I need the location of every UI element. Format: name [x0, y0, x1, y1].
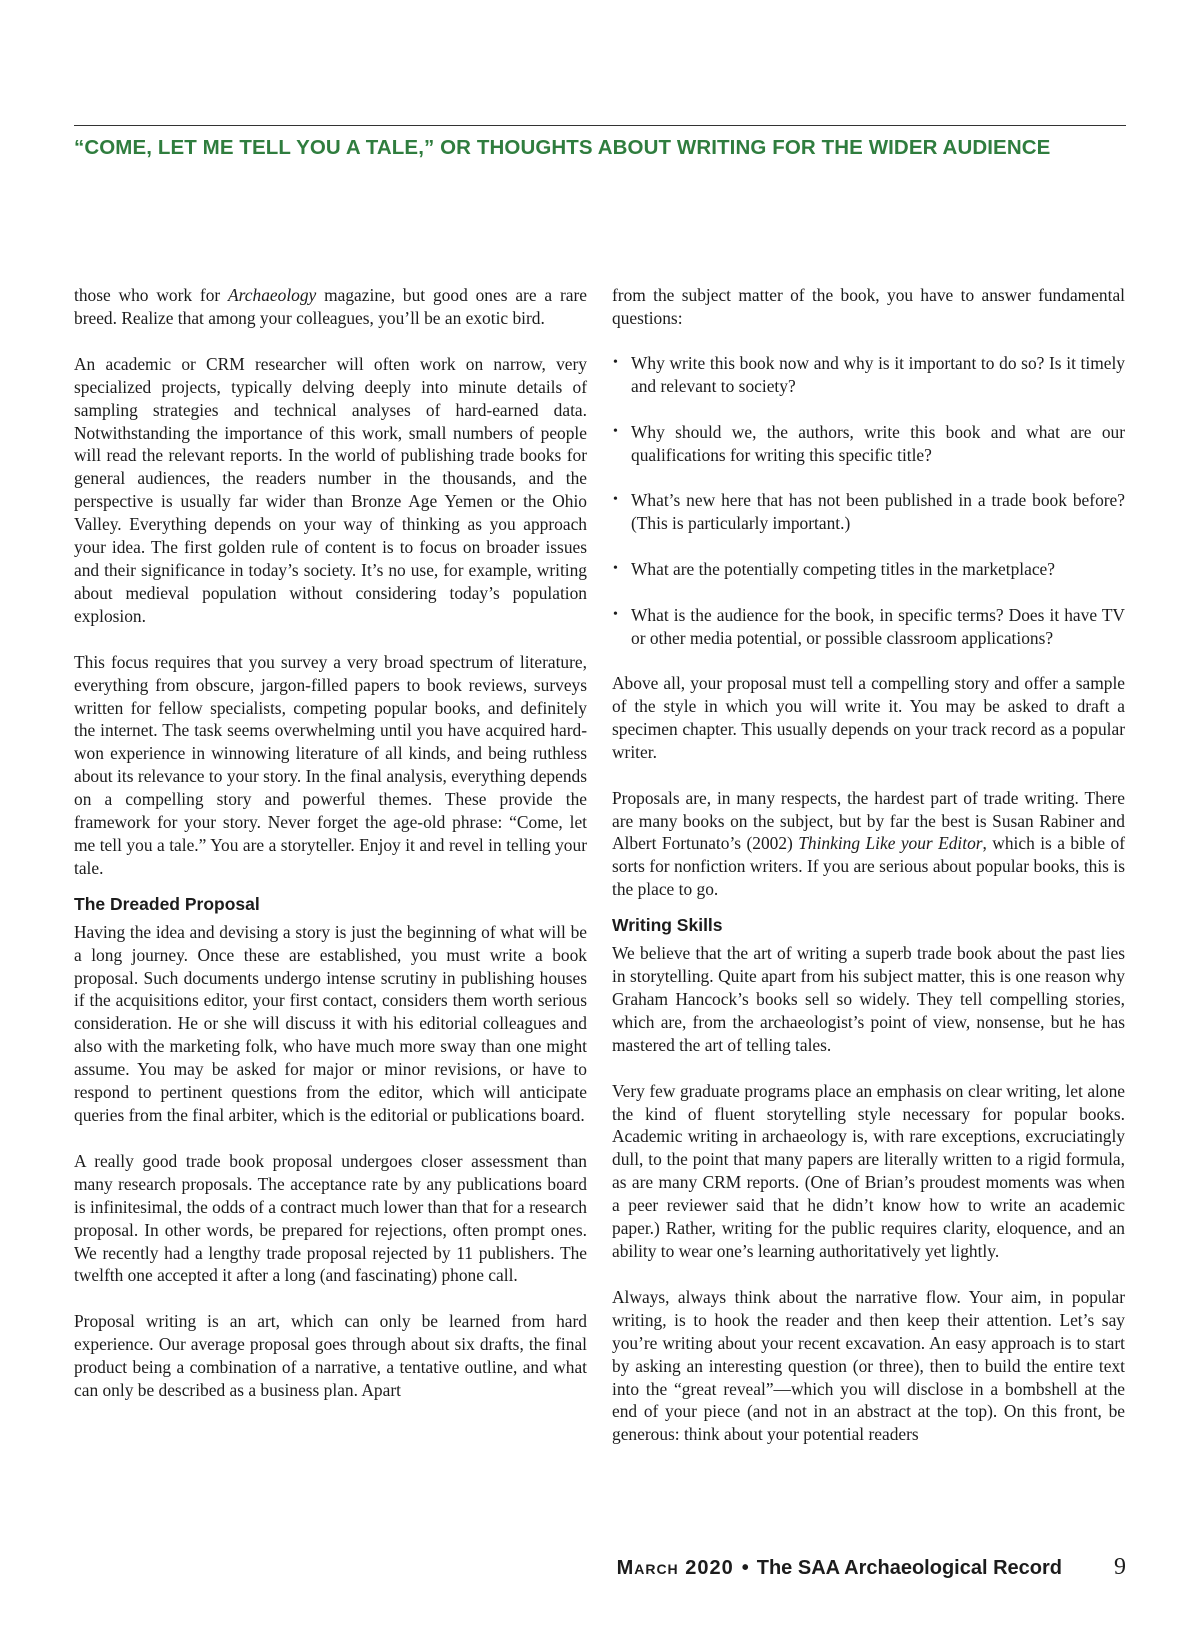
- list-item: • What are the potentially competing titles in the marketplace?: [613, 559, 1055, 580]
- paragraph: This focus requires that you survey a very broad spectrum of literature, everything from obscure, jargon-filled papers to book reviews, surveys written for fellow specialists, competing popular books, and definitely the internet. The task seems overwhelming until you have acquired hard-won experience in winnowing literature of all kinds, and being ruthless about its relevance to your story. In the final analysis, everything depends on a compelling story and powerful themes. These provide the framework for your story. Never forget the age-old phrase: “Come, let me tell you a tale.” You are a storyteller. Enjoy it and revel in telling your tale.: [74, 651, 587, 878]
- journal-name: The SAA Archaeological Record: [756, 1557, 1062, 1579]
- running-title: “COME, LET ME TELL YOU A TALE,” OR THOUGHTS ABOUT WRITING FOR THE WIDER AUDIENCE: [74, 136, 1051, 159]
- list-item: • What is the audience for the book, in specific terms? Does it have TV or other media potential, or possible classroom applications?: [613, 605, 1125, 649]
- paragraph: A really good trade book proposal undergoes closer assessment than many research proposals. The acceptance rate by any publications board is infinitesimal, the odds of a contract much lower than that for a research proposal. In other words, be prepared for rejections, often prompt ones. We recently had a lengthy trade proposal rejected by 11 publishers. The twelfth one accepted it after a long (and fascinating) phone call.: [74, 1150, 587, 1286]
- paragraph: We believe that the art of writing a superb trade book about the past lies in storytelling. Quite apart from his subject matter, this is one reason why Graham Hancock’s books sell so widely. They tell compelling stories, which are, from the archaeologist’s point of view, nonsense, but he has mastered the art of telling tales.: [612, 943, 1125, 1055]
- bullet-icon: •: [613, 354, 618, 370]
- paragraph: Proposal writing is an art, which can only be learned from hard experience. Our average proposal goes through about six drafts, the final product being a combination of a narrative, a tentative outline, and what can only be described as a business plan. Apart: [74, 1311, 587, 1401]
- paragraph: Proposals are, in many respects, the hardest part of trade writing. There are many books on the subject, but by far the best is Susan Rabiner and Albert Fortunato’s (2002) Thinking Like your Editor, which is a bible of sorts for nonfiction writers. If you are serious about popular books, this is the place to go.: [612, 787, 1125, 900]
- page-number: 9: [1114, 1554, 1126, 1580]
- issue-date: March 2020: [616, 1557, 734, 1579]
- header-rule: [74, 125, 1126, 126]
- paragraph: Very few graduate programs place an emphasis on clear writing, let alone the kind of fluent storytelling style necessary for popular books. Academic writing in archaeology is, with rare exceptions, excruciatingly dull, to the point that many papers are literally written to a rigid formula, as are many CRM reports. (One of Brian’s proudest moments was when a peer reviewer said that he didn’t know how to write an academic paper.) Rather, writing for the public requires clarity, eloquence, and an ability to wear one’s learning authoritatively yet lightly.: [612, 1080, 1125, 1261]
- magazine-title: Archaeology: [228, 285, 317, 305]
- paragraph: An academic or CRM researcher will often work on narrow, very specialized projects, typically delving deeply into minute details of sampling strategies and technical analyses of hard-earned data. Notwithstanding the importance of this work, small numbers of people will read the relevant reports. In the world of publishing trade books for general audiences, the readers number in the thousands, and the perspective is usually far wider than Bronze Age Yemen or the Ohio Valley. Everything depends on your way of thinking as you approach your idea. The first golden rule of content is to focus on broader issues and their significance in today’s society. It’s no use, for example, writing about medieval population without considering today’s population explosion.: [74, 353, 587, 626]
- footer-separator: •: [741, 1557, 749, 1579]
- question-list: [612, 352, 1125, 650]
- book-title: Thinking Like your Editor: [798, 833, 983, 854]
- section-heading-dreaded-proposal: The Dreaded Proposal: [74, 893, 260, 914]
- paragraph: those who work for Archaeology magazine, but good ones are a rare breed. Realize that among your colleagues, you’ll be an exotic bird.: [74, 285, 587, 328]
- bullet-icon: •: [613, 492, 618, 508]
- bullet-icon: •: [613, 607, 618, 623]
- bullet-icon: •: [613, 423, 618, 439]
- paragraph: Always, always think about the narrative flow. Your aim, in popular writing, is to hook the reader and then keep their attention. Let’s say you’re writing about your recent excavation. An easy approach is to start by asking an interesting question (or three), then to build the entire text into the “great reveal”—which you will disclose in a bombshell at the end of your piece (and not in an abstract at the top). On this front, be generous: think about your potential readers: [612, 1286, 1125, 1445]
- list-item: • What’s new here that has not been published in a trade book before? (This is particularly important.): [613, 490, 1125, 534]
- bullet-icon: •: [613, 561, 618, 577]
- list-item: • Why should we, the authors, write this book and what are our qualifications for writing this specific title?: [613, 421, 1125, 465]
- list-item: • Why write this book now and why is it important to do so? Is it timely and relevant to society?: [613, 352, 1125, 396]
- left-column: [74, 284, 587, 1425]
- page-footer: [617, 1554, 1126, 1584]
- section-heading-writing-skills: Writing Skills: [612, 915, 723, 936]
- paragraph: from the subject matter of the book, you have to answer fundamental questions:: [612, 285, 1125, 328]
- right-column: [612, 284, 1125, 1469]
- paragraph: Above all, your proposal must tell a compelling story and offer a sample of the style in which you will write it. You may be asked to draft a specimen chapter. This usually depends on your track record as a popular writer.: [612, 672, 1125, 762]
- paragraph: Having the idea and devising a story is just the beginning of what will be a long journey. Once these are established, you must write a book proposal. Such documents undergo intense scrutiny in publishing houses if the acquisitions editor, your first contact, considers them worth serious consideration. He or she will discuss it with his editorial colleagues and also with the marketing folk, who have much more sway than one might assume. You may be asked for major or minor revisions, or have to respond to pertinent questions from the editor, which will anticipate queries from the final arbiter, which is the editorial or publications board.: [74, 921, 587, 1125]
